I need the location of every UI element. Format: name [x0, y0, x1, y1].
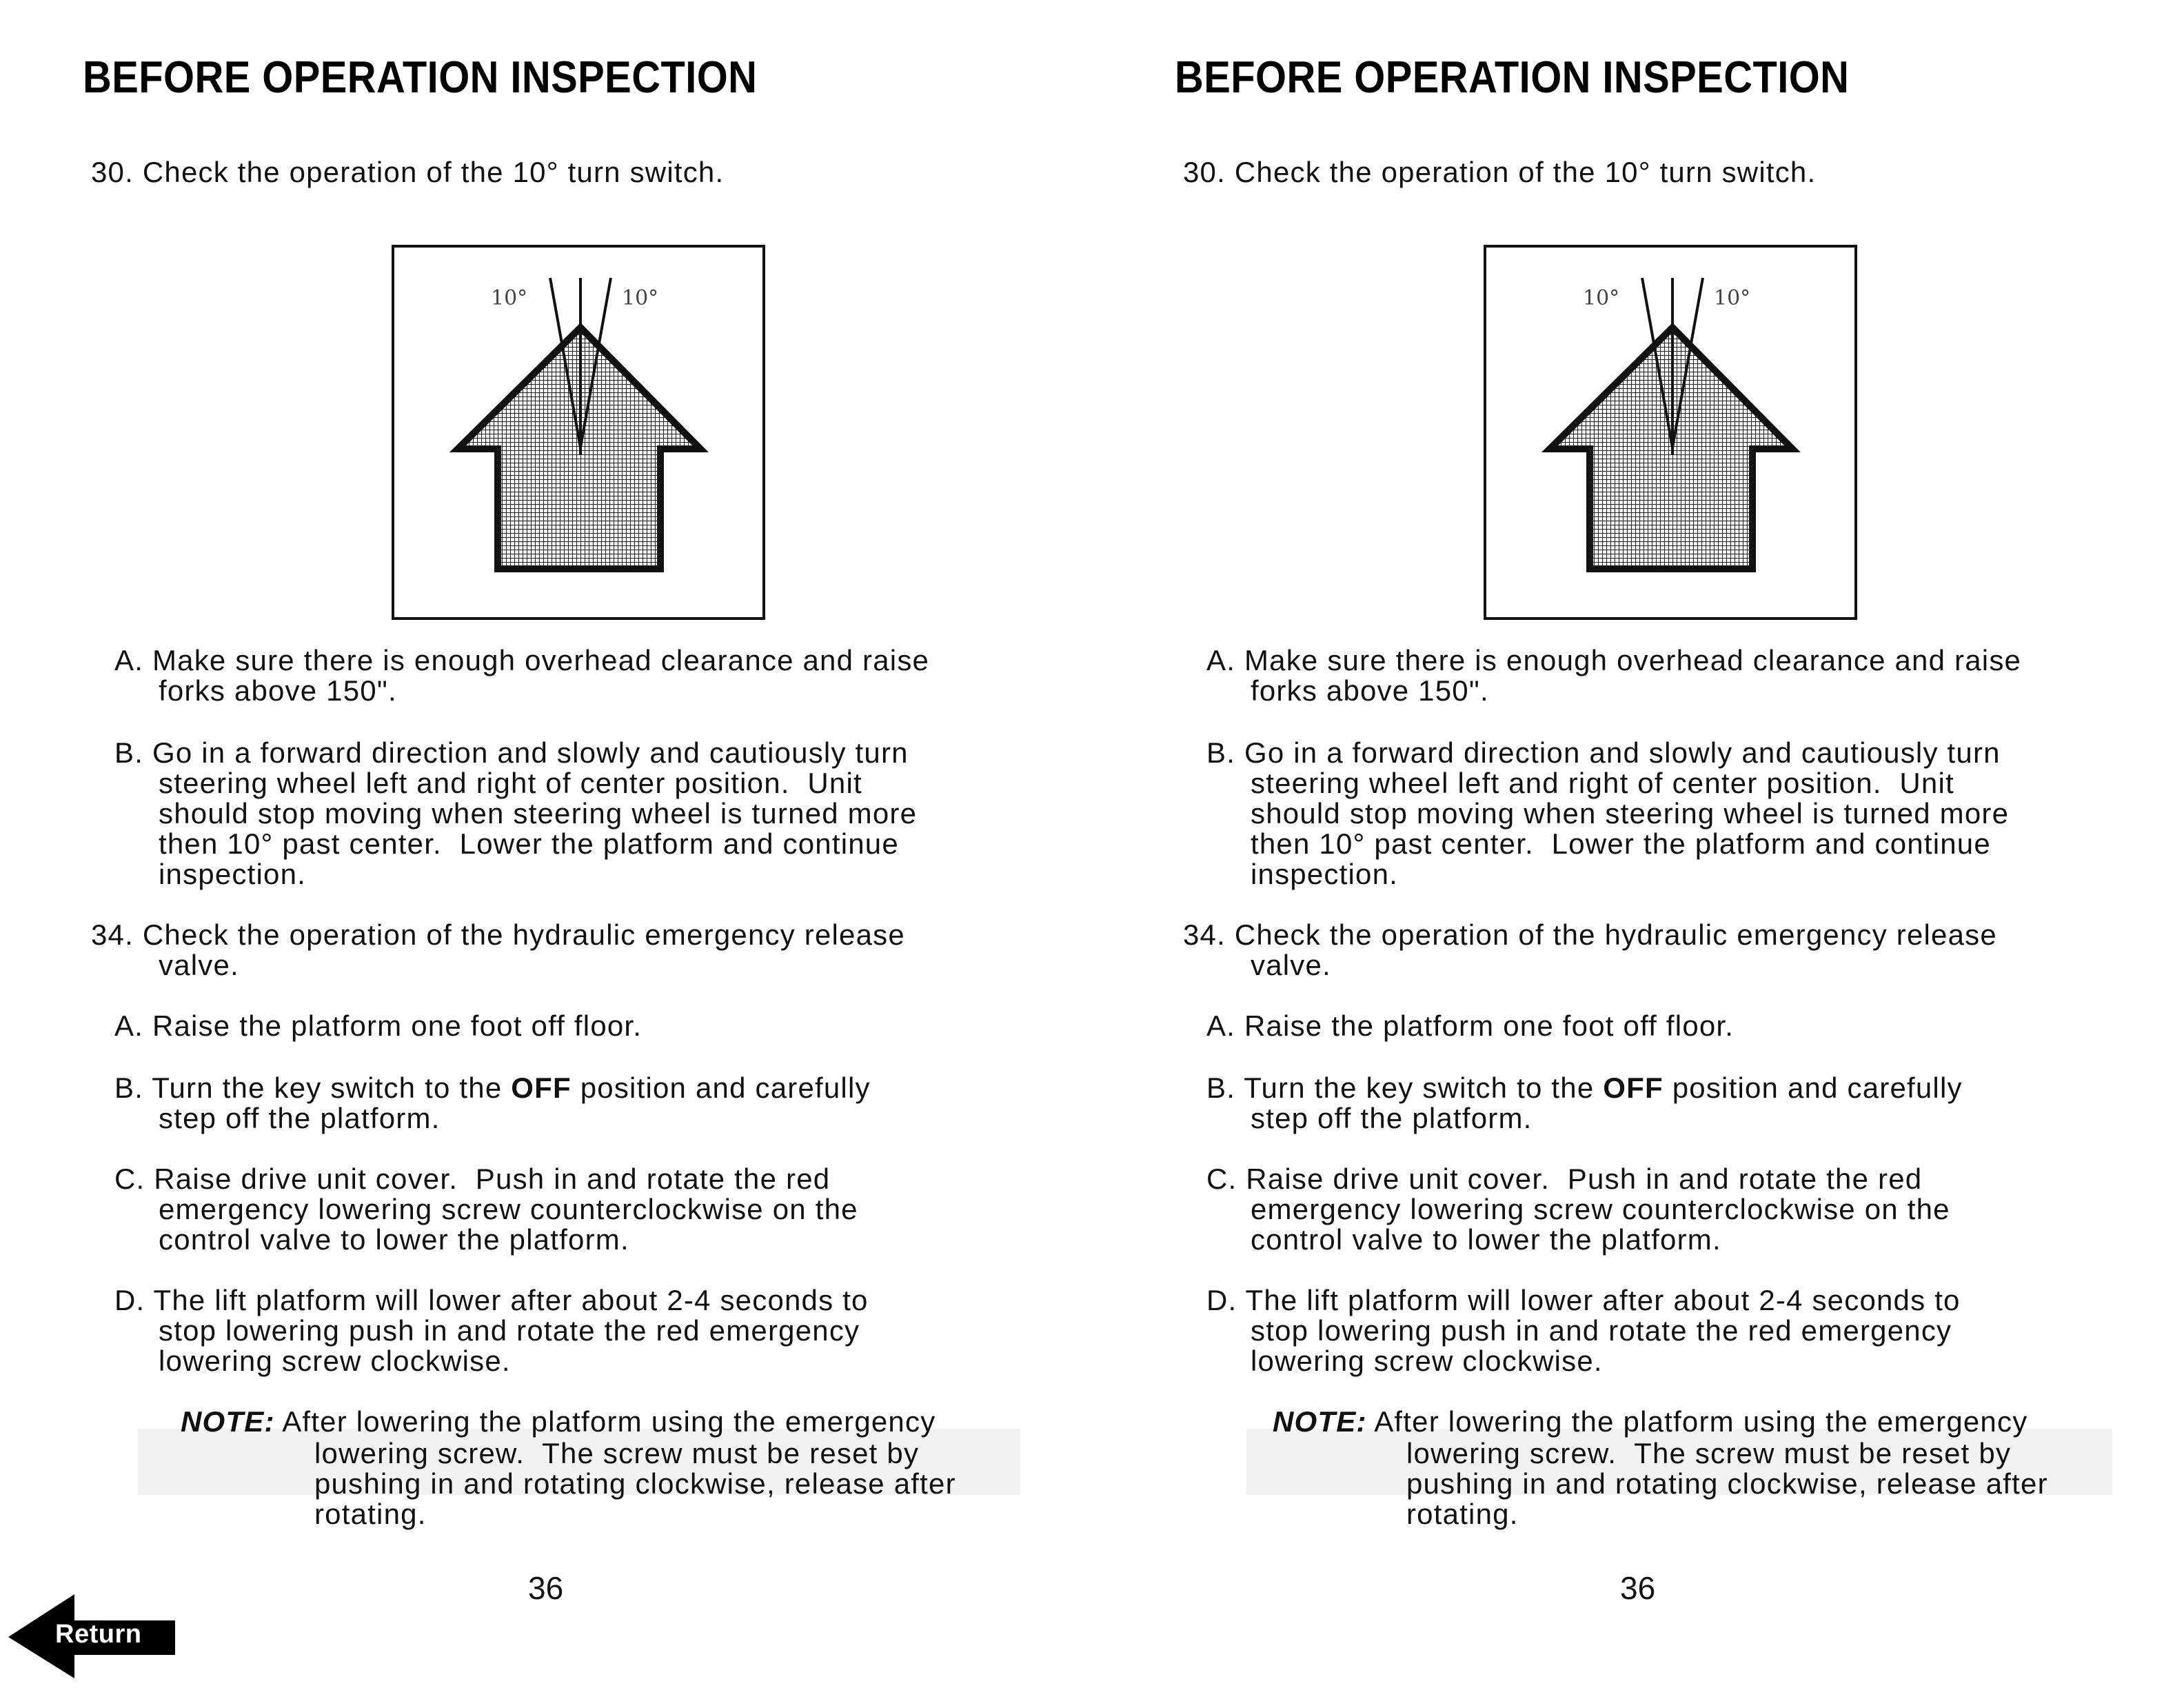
note-line4: rotating.: [1406, 1498, 1519, 1530]
step-34-c-line2: emergency lowering screw counterclockwise on the: [159, 1193, 858, 1225]
step-34-b-line2: step off the platform.: [1251, 1102, 1533, 1134]
step-34-b-line1: [1206, 1073, 1963, 1103]
step-34-d-line1: D. The lift platform will lower after about 2-4 seconds to: [1206, 1284, 1961, 1316]
step-34-b-text: B. Turn the key switch to the: [1206, 1072, 1604, 1104]
step-34-d-line3: lowering screw clockwise.: [159, 1345, 511, 1377]
step-34-title-line1: 34. Check the operation of the hydraulic emergency release: [91, 918, 905, 951]
step-30-a-line1: A. Make sure there is enough overhead clearance and raise: [1206, 644, 2022, 676]
step-34-d-line2: stop lowering push in and rotate the red emergency: [1251, 1314, 1952, 1347]
page-number: 36: [1620, 1570, 1656, 1606]
page-right: [1092, 0, 2184, 1688]
note-line3: pushing in and rotating clockwise, release after: [1406, 1467, 2048, 1500]
step-34-title-line1: 34. Check the operation of the hydraulic emergency release: [1183, 918, 1997, 951]
off-keyword: OFF: [511, 1072, 572, 1104]
note-text: After lowering the platform using the emergency: [1366, 1405, 2028, 1438]
note-line2: lowering screw. The screw must be reset by: [1406, 1437, 2012, 1469]
step-34-d-line2: stop lowering push in and rotate the red emergency: [159, 1314, 860, 1347]
up-arrow-icon: [1486, 248, 1854, 617]
step-30-b-line2: steering wheel left and right of center position. Unit: [1251, 767, 1954, 799]
step-30-b-line4: then 10° past center. Lower the platform and continue: [159, 827, 899, 860]
note-line1: [1273, 1407, 2028, 1437]
step-30-b-line1: B. Go in a forward direction and slowly and cautiously turn: [1206, 736, 2001, 769]
step-34-a-line1: A. Raise the platform one foot off floor.: [114, 1009, 643, 1042]
step-34-b-text-post: position and carefully: [1663, 1072, 1963, 1104]
step-30-a-line2: forks above 150".: [1251, 674, 1489, 707]
return-label: Return: [55, 1620, 142, 1649]
turn-switch-diagram: [392, 245, 765, 620]
step-30-title: 30. Check the operation of the 10° turn switch.: [1183, 156, 1817, 188]
off-keyword: OFF: [1603, 1072, 1664, 1104]
step-34-b-line2: step off the platform.: [159, 1102, 441, 1134]
step-34-b-text: B. Turn the key switch to the: [114, 1072, 512, 1104]
step-34-b-text-post: position and carefully: [571, 1072, 871, 1104]
turn-switch-diagram: [1484, 245, 1857, 620]
page-heading: BEFORE OPERATION INSPECTION: [1175, 52, 1850, 102]
up-arrow-icon: [394, 248, 762, 617]
step-34-c-line3: control valve to lower the platform.: [1251, 1223, 1721, 1256]
page-number: 36: [528, 1570, 564, 1606]
step-34-c-line3: control valve to lower the platform.: [159, 1223, 629, 1256]
step-30-title: 30. Check the operation of the 10° turn switch.: [91, 156, 725, 188]
step-34-d-line1: D. The lift platform will lower after about 2-4 seconds to: [114, 1284, 869, 1316]
step-30-b-line5: inspection.: [1251, 858, 1398, 890]
step-34-a-line1: A. Raise the platform one foot off floor.: [1206, 1009, 1735, 1042]
note-line3: pushing in and rotating clockwise, release after: [314, 1467, 956, 1500]
return-button[interactable]: [6, 1593, 178, 1680]
step-30-b-line2: steering wheel left and right of center position. Unit: [159, 767, 862, 799]
step-34-title-line2: valve.: [159, 949, 239, 981]
step-34-c-line1: C. Raise drive unit cover. Push in and rotate the red: [114, 1163, 831, 1195]
step-30-b-line3: should stop moving when steering wheel is turned more: [159, 797, 918, 830]
step-30-a-line1: A. Make sure there is enough overhead clearance and raise: [114, 644, 930, 676]
note-label: NOTE:: [1273, 1405, 1367, 1438]
step-30-b-line1: B. Go in a forward direction and slowly and cautiously turn: [114, 736, 909, 769]
step-30-b-line3: should stop moving when steering wheel is turned more: [1251, 797, 2010, 830]
step-30-b-line4: then 10° past center. Lower the platform and continue: [1251, 827, 1991, 860]
right-angle-label: 10°: [622, 286, 659, 310]
left-angle-label: 10°: [491, 286, 528, 310]
step-34-d-line3: lowering screw clockwise.: [1251, 1345, 1603, 1377]
right-angle-label: 10°: [1714, 286, 1751, 310]
note-label: NOTE:: [181, 1405, 275, 1438]
left-angle-label: 10°: [1583, 286, 1620, 310]
page-heading: BEFORE OPERATION INSPECTION: [83, 52, 758, 102]
step-34-title-line2: valve.: [1251, 949, 1331, 981]
note-line4: rotating.: [314, 1498, 427, 1530]
step-30-a-line2: forks above 150".: [159, 674, 397, 707]
note-line1: [181, 1407, 936, 1437]
note-text: After lowering the platform using the emergency: [274, 1405, 936, 1438]
step-34-c-line2: emergency lowering screw counterclockwise on the: [1251, 1193, 1950, 1225]
note-line2: lowering screw. The screw must be reset by: [314, 1437, 920, 1469]
step-34-b-line1: [114, 1073, 871, 1103]
step-30-b-line5: inspection.: [159, 858, 306, 890]
step-34-c-line1: C. Raise drive unit cover. Push in and rotate the red: [1206, 1163, 1923, 1195]
